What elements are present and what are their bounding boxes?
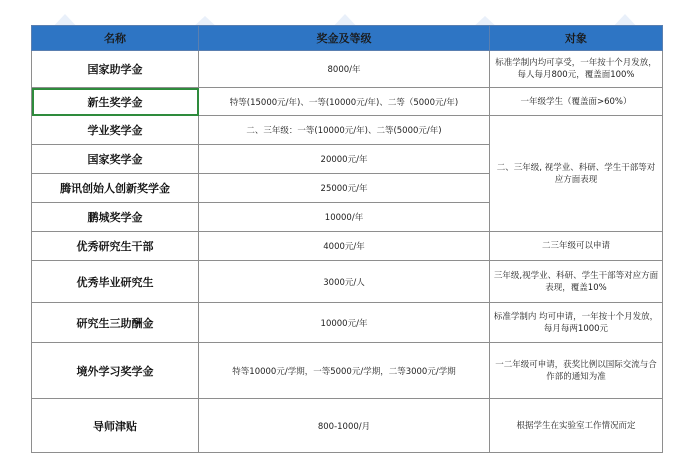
header-amount[interactable]: 奖金及等级 <box>199 26 490 51</box>
cell-amount[interactable]: 3000元/人 <box>199 261 490 303</box>
cell-name[interactable]: 导师津贴 <box>32 399 199 453</box>
table-row <box>32 303 663 343</box>
cell-name[interactable]: 境外学习奖学金 <box>32 343 199 399</box>
cell-amount[interactable]: 10000/年 <box>199 203 490 232</box>
cell-target[interactable]: 标准学制内均可享受，一年按十个月发放，每人每月800元，覆盖面100% <box>490 51 663 88</box>
cell-target[interactable]: 一二年级可申请，获奖比例以国际交流与合作部的通知为准 <box>490 343 663 399</box>
cell-name[interactable]: 国家奖学金 <box>32 145 199 174</box>
table-row <box>32 343 663 399</box>
cell-name[interactable]: 鹏城奖学金 <box>32 203 199 232</box>
table-row <box>32 88 663 116</box>
scholarship-table <box>31 25 663 453</box>
cell-name[interactable]: 学业奖学金 <box>32 116 199 145</box>
cell-name[interactable]: 优秀毕业研究生 <box>32 261 199 303</box>
cell-amount[interactable]: 25000元/年 <box>199 174 490 203</box>
table-row <box>32 261 663 303</box>
cell-amount[interactable]: 800-1000/月 <box>199 399 490 453</box>
table-row <box>32 399 663 453</box>
cell-amount[interactable]: 4000元/年 <box>199 232 490 261</box>
cell-name[interactable]: 研究生三助酬金 <box>32 303 199 343</box>
cell-target[interactable]: 根据学生在实验室工作情况而定 <box>490 399 663 453</box>
cell-name[interactable]: 国家助学金 <box>32 51 199 88</box>
header-target[interactable]: 对象 <box>490 26 663 51</box>
cell-amount[interactable]: 特等10000元/学期，一等5000元/学期，二等3000元/学期 <box>199 343 490 399</box>
cell-amount[interactable]: 二、三年级：一等(10000元/年)、二等(5000元/年) <box>199 116 490 145</box>
cell-amount[interactable]: 8000/年 <box>199 51 490 88</box>
cell-amount[interactable]: 20000元/年 <box>199 145 490 174</box>
table-header-row <box>32 26 663 51</box>
cell-target[interactable]: 一年级学生（覆盖面>60%） <box>490 88 663 116</box>
header-name[interactable]: 名称 <box>32 26 199 51</box>
cell-name[interactable]: 腾讯创始人创新奖学金 <box>32 174 199 203</box>
cell-name[interactable]: 优秀研究生干部 <box>32 232 199 261</box>
table-row <box>32 51 663 88</box>
cell-target[interactable]: 二三年级可以申请 <box>490 232 663 261</box>
cell-target[interactable]: 标准学制内 均可申请，一年按十个月发放，每月每两1000元 <box>490 303 663 343</box>
cell-target-merged[interactable]: 二、三年级, 视学业、科研、学生干部等对应方面表现 <box>490 116 663 232</box>
cell-amount[interactable]: 特等(15000元/年)、一等(10000元/年)、二等（5000元/年) <box>199 88 490 116</box>
cell-target[interactable]: 三年级,视学业、科研、学生干部等对应方面表现，覆盖10% <box>490 261 663 303</box>
table-row <box>32 116 663 145</box>
table-row <box>32 232 663 261</box>
cell-amount[interactable]: 10000元/年 <box>199 303 490 343</box>
cell-name-selected[interactable]: 新生奖学金 <box>32 88 199 116</box>
